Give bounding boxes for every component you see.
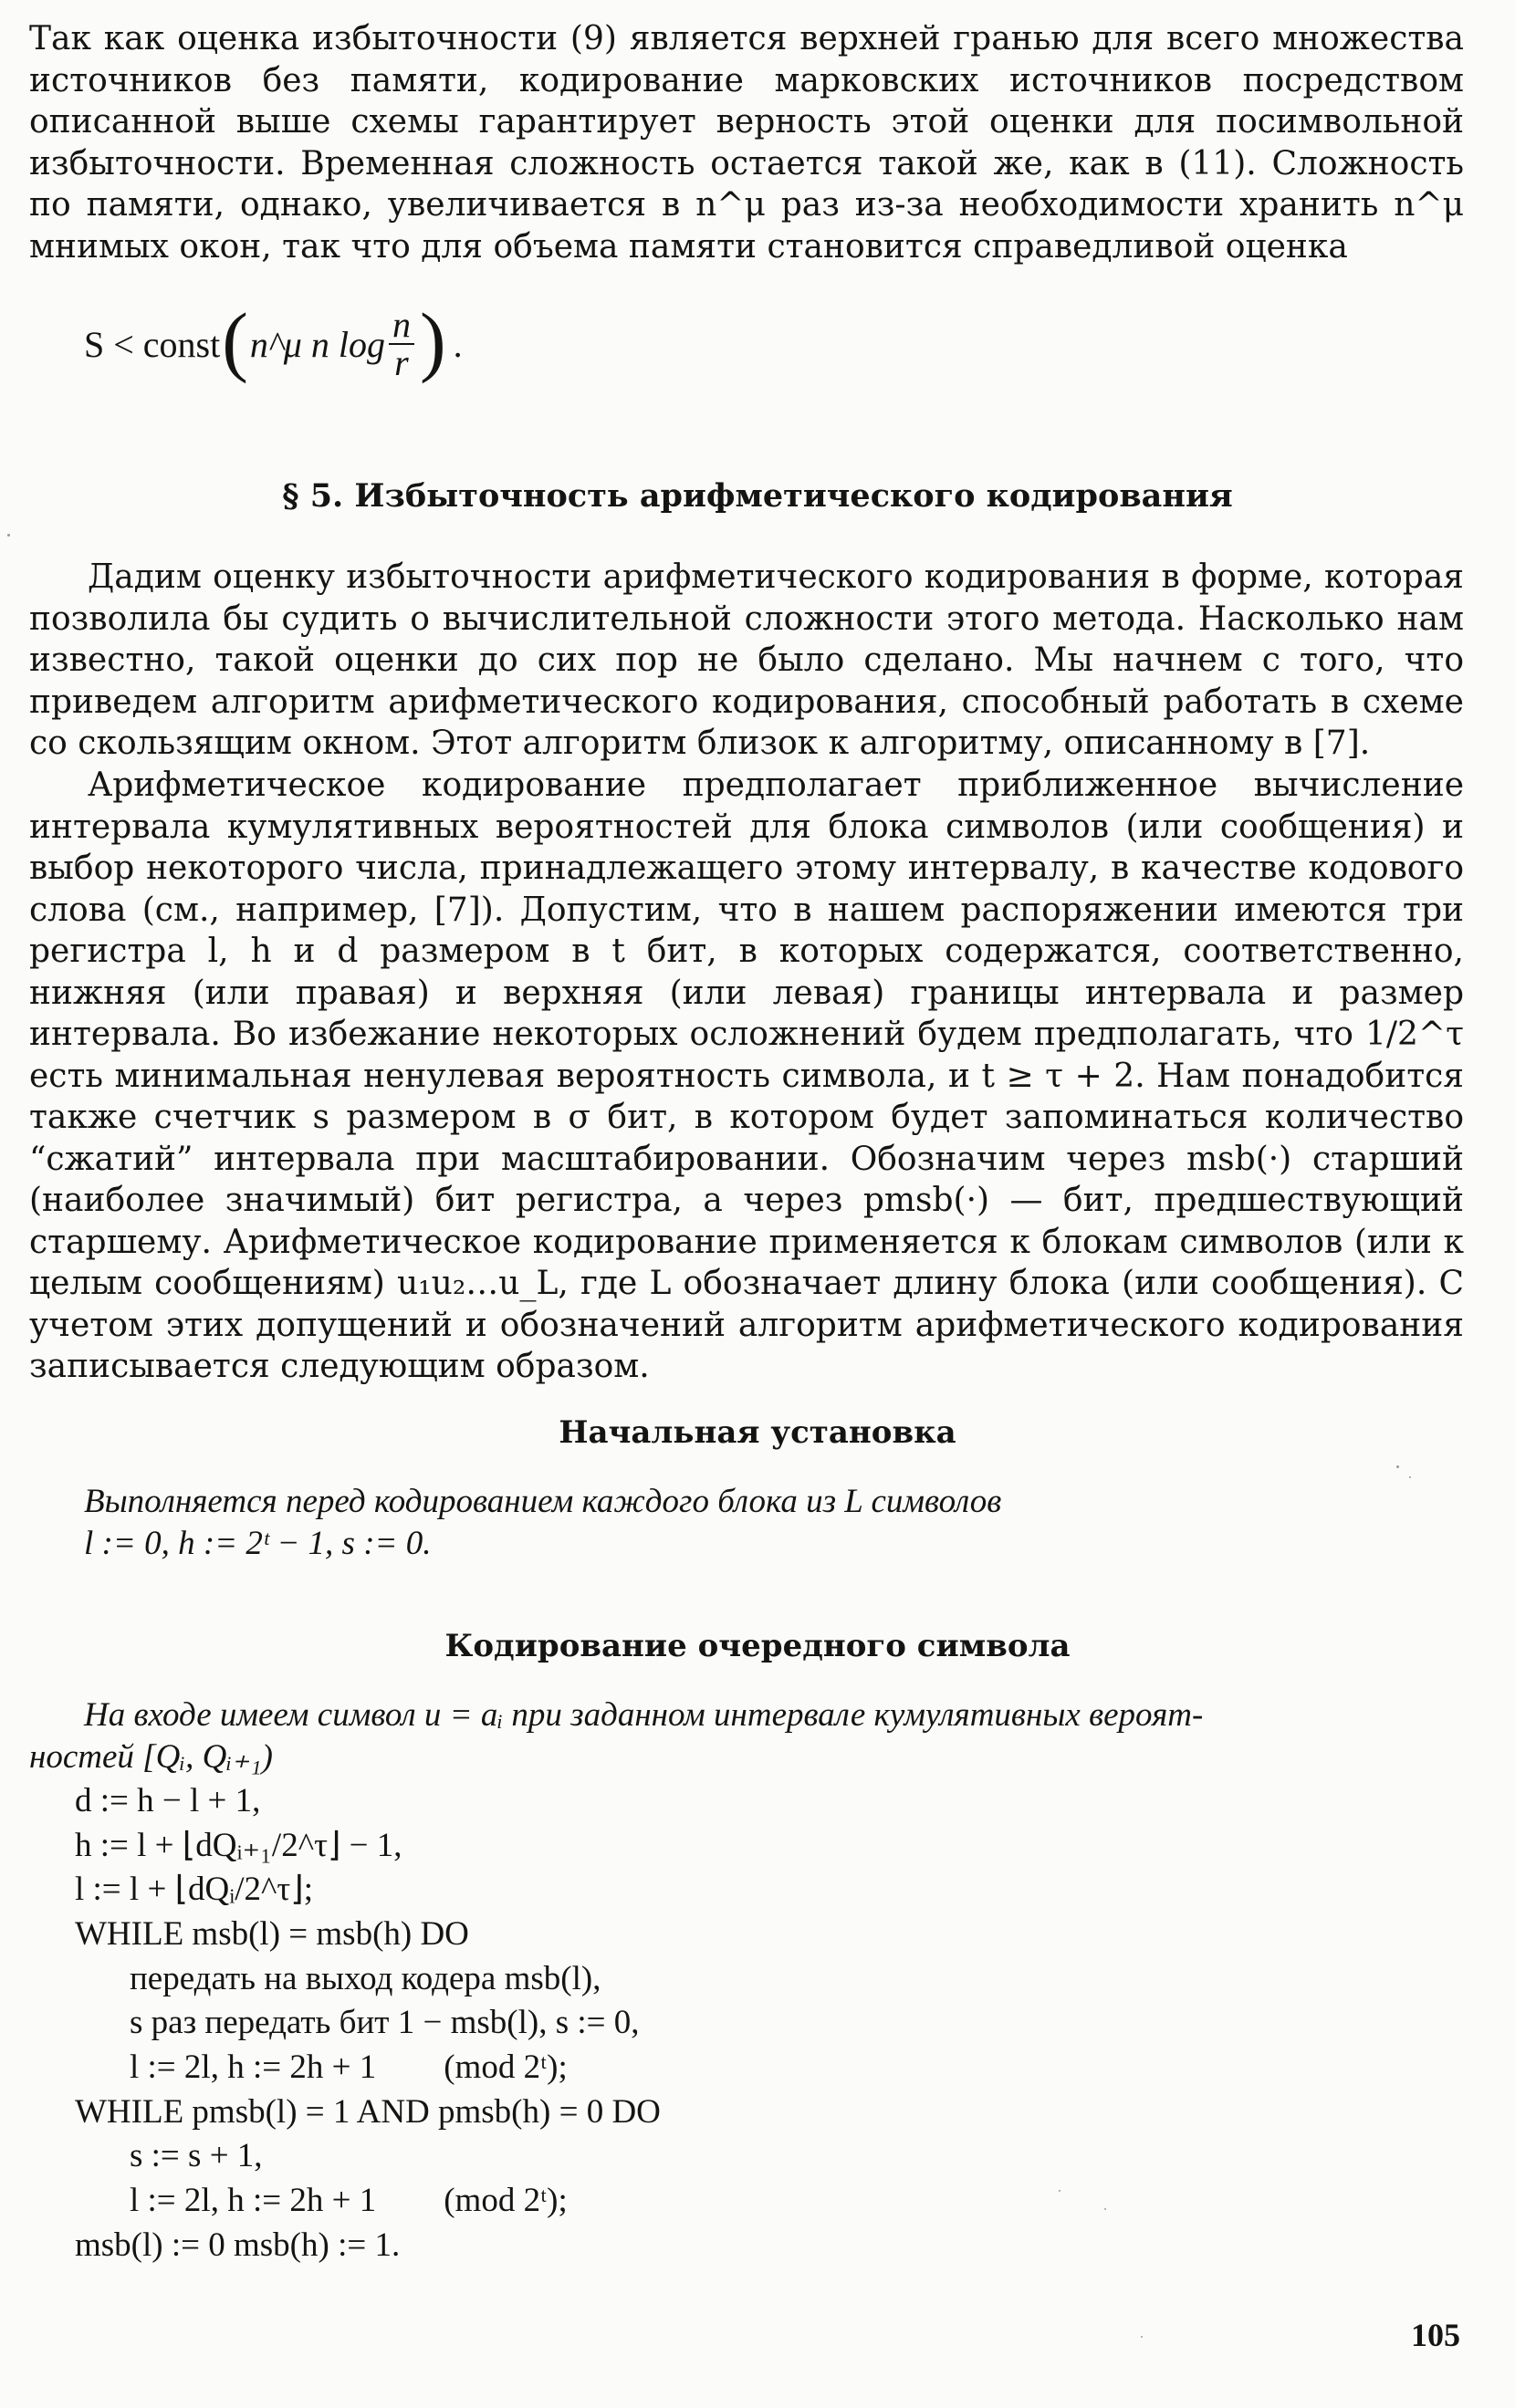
code-line: h := l + ⌊dQᵢ₊₁/2^τ⌋ − 1, [75, 1827, 402, 1864]
code-line: WHILE msb(l) = msb(h) DO [75, 1915, 469, 1953]
code-line: d := h − l + 1, [75, 1782, 261, 1819]
paragraph-1: Дадим оценку избыточности арифметического кодирования в форме, которая позволила бы судить о вычислительной сложности этого метода. Насколько нам известно, такой оценки до сих пор не было сделано. Мы начнем с того, что приведем алгоритм арифметического кодирования, способный работать в схеме со скользящим окном. Этот алгоритм близок к алгоритму, описанному в [7]. [29, 558, 1464, 762]
init-assignment: l := 0, h := 2ᵗ − 1, s := 0. [84, 1525, 432, 1562]
formula-body: n^μ n log [249, 323, 385, 365]
heading-encode-symbol: Кодирование очередного символа [444, 1628, 1071, 1664]
formula-end: . [453, 323, 463, 365]
scan-speck [1409, 1476, 1411, 1478]
formula-frac-denominator: r [394, 342, 409, 383]
formula-fraction [389, 304, 414, 383]
code-line: msb(l) := 0 msb(h) := 1. [75, 2226, 401, 2264]
heading-initial-setup: Начальная установка [559, 1414, 956, 1451]
scan-speck [1141, 2336, 1143, 2338]
formula-close-paren: ) [419, 297, 446, 384]
code-line: s раз передать бит 1 − msb(l), s := 0, [130, 2004, 640, 2041]
scan-speck [1396, 1465, 1399, 1468]
code-line: l := 2l, h := 2h + 1 (mod 2ᵗ); [130, 2048, 568, 2086]
code-line: s := s + 1, [130, 2137, 263, 2174]
code-line: l := l + ⌊dQᵢ/2^τ⌋; [75, 1871, 314, 1908]
code-line: WHILE pmsb(l) = 1 AND pmsb(h) = 0 DO [75, 2093, 661, 2131]
scan-speck [7, 534, 10, 537]
code-line: l := 2l, h := 2h + 1 (mod 2ᵗ); [130, 2182, 568, 2219]
memory-bound-formula [84, 294, 723, 394]
section-title: § 5. Избыточность арифметического кодирования [282, 477, 1233, 515]
scan-speck [1059, 2190, 1060, 2192]
paragraph-2: Арифметическое кодирование предполагает приближенное вычисление интервала кумулятивных вероятностей для блока символов (или сообщения) и выбор некоторого числа, принадлежащего этому интервалу, в качестве кодового слова (см., например, [7]). Допустим, что в нашем распоряжении имеются три регистра l, h и d размером в t бит, в которых содержатся, соответственно, нижняя (или правая) и верхняя (или левая) границы интервала и размер интервала. Во избежание некоторых осложнений будем предполагать, что 1/2^τ есть минимальная ненулевая вероятность символа, и t ≥ τ + 2. Нам понадобится также счетчик s размером в σ бит, в котором будет запоминаться количество “сжатий” интервала при масштабировании. Обозначим через msb(·) старший (наиболее значимый) бит регистра, а через pmsb(·) — бит, предшествующий старшему. Арифметическое кодирование применяется к блокам символов (или к целым сообщениям) u₁u₂…u_L, где L обозначает длину блока (или сообщения). С учетом этих допущений и обозначений алгоритм арифметического кодирования записывается следующим образом. [29, 766, 1464, 1385]
formula-frac-numerator: n [389, 307, 414, 345]
intro-paragraph: Так как оценка избыточности (9) является верхней гранью для всего множества источников без памяти, кодирование марковских источников посредством описанной выше схемы гарантирует верность этой оценки для посимвольной избыточности. Временная сложность остается такой же, как в (11). Сложность по памяти, однако, увеличивается в n^μ раз из-за необходимости хранить n^μ мнимых окон, так что для объема памяти становится справедливой оценка [29, 20, 1464, 266]
scan-speck [1104, 2208, 1106, 2210]
page-number: 105 [1411, 2317, 1460, 2353]
formula-lhs: S < const [84, 323, 221, 365]
encode-description-line2: ностей [Qᵢ, Qᵢ₊₁) [29, 1738, 273, 1776]
code-line: передать на выход кодера msb(l), [130, 1960, 601, 1997]
formula-open-paren: ( [222, 297, 248, 384]
init-description: Выполняется перед кодированием каждого блока из L символов [84, 1483, 1002, 1520]
encode-description-line1: На входе имеем символ u = aᵢ при заданном интервале кумулятивных вероят- [84, 1696, 1204, 1734]
